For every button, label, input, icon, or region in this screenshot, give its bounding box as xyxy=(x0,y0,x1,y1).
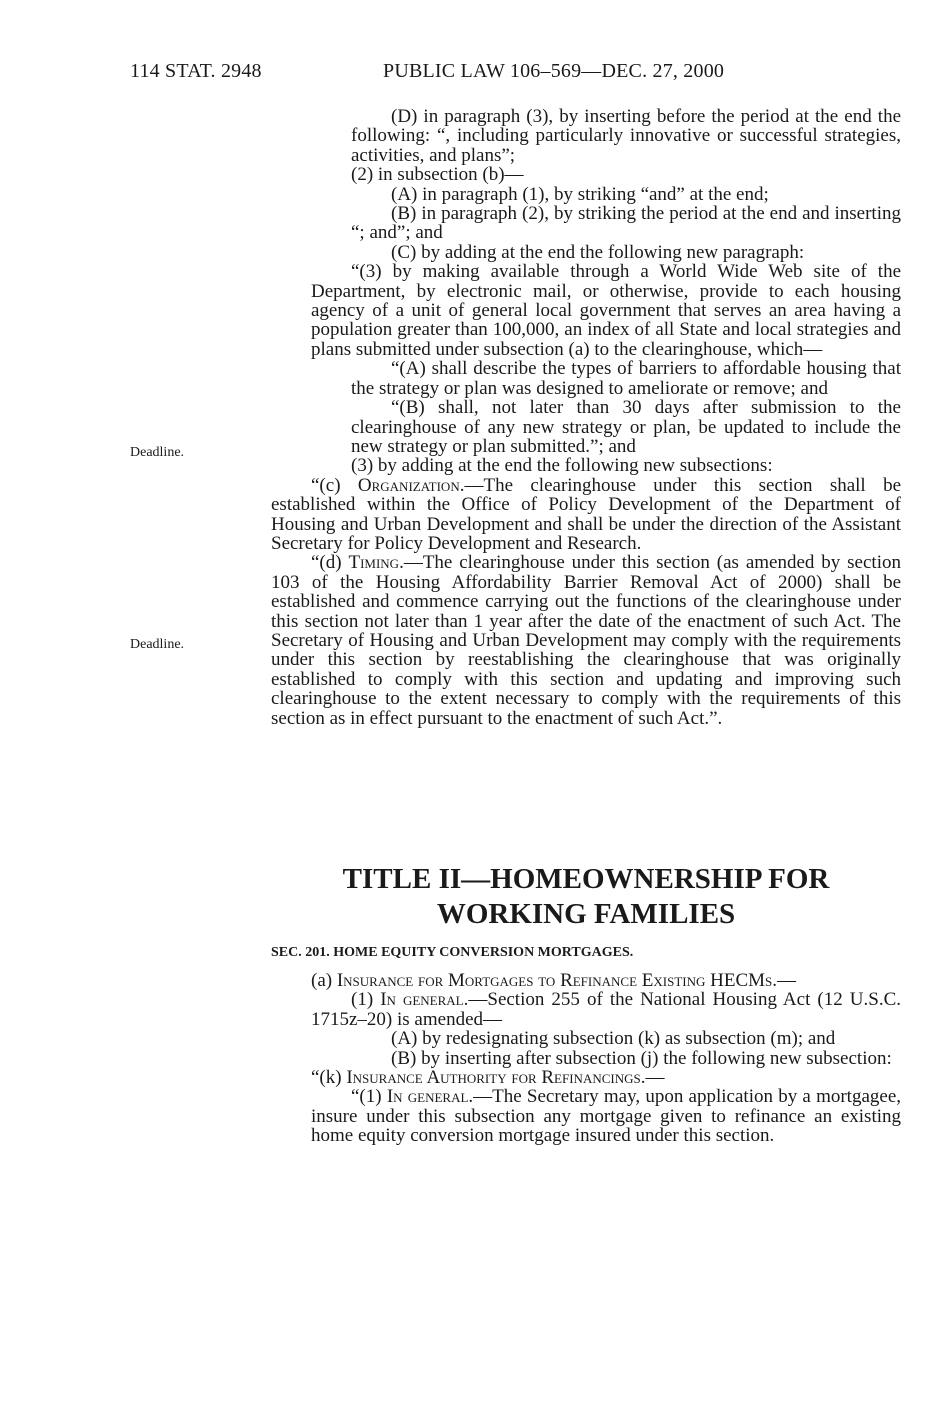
subsection-k-heading: Insurance Authority for Refinancings xyxy=(346,1067,641,1089)
title-line-1: TITLE II—HOMEOWNERSHIP FOR xyxy=(342,863,830,895)
paragraph-1b: (B) by inserting after subsection (j) the following new subsection: xyxy=(391,1047,892,1069)
paragraph-2c: (C) by adding at the end the following new paragraph: xyxy=(391,241,805,263)
page-stat-reference: 114 STAT. 2948 xyxy=(130,60,262,82)
paragraph-1-text: .—Section 255 of the National Housing Act (12 U.S.C. 1715z–20) is amended— xyxy=(311,989,901,1030)
subsection-a xyxy=(271,971,901,990)
subsection-c-text: .—The clearinghouse under this section shall be established within the Office of Policy Development of the Department of Housing and Urban Development and shall be under the direction of the Assistant Secretary for Policy Development and Research. xyxy=(271,474,901,554)
quoted-paragraph-k1 xyxy=(271,1087,901,1145)
paragraph-1-in-general xyxy=(271,990,901,1029)
quoted-subsection-k xyxy=(271,1068,901,1087)
paragraph-1-heading: In general xyxy=(380,989,464,1011)
paragraph-1a: (A) by redesignating subsection (k) as subsection (m); and xyxy=(391,1028,836,1050)
subsection-c-organization xyxy=(271,476,901,554)
subsection-a-heading: Insurance for Mortgages to Refinance Existing HECMs xyxy=(336,970,773,991)
title-heading xyxy=(271,862,901,932)
paragraph-d: (D) in paragraph (3), by inserting before the period at the end the following: “, including particularly innovative or successful strategies, activities, and plans”; xyxy=(351,106,901,166)
paragraph-2a: (A) in paragraph (1), by striking “and” at the end; xyxy=(391,183,769,205)
subsection-d-lead: “(d) xyxy=(311,552,349,574)
paragraph-k1-text: .—The Secretary may, upon application by a mortgagee, insure under this subsection any mortgage given to refinance an existing home equity conversion mortgage insured under this section. xyxy=(311,1086,902,1147)
section-heading: SEC. 201. HOME EQUITY CONVERSION MORTGAGES. xyxy=(271,945,634,960)
title-line-2: WORKING FAMILIES xyxy=(436,898,736,930)
quoted-paragraph-3: “(3) by making available through a World Wide Web site of the Department, by electronic mail, or otherwise, provide to each housing agency of a unit of general local government that serves an area having a population greater than 100,000, an index of all State and local strategies and plans submitted under subsection (a) to the clearinghouse, which— xyxy=(311,261,901,360)
margin-note-deadline: Deadline. xyxy=(130,637,185,652)
subsection-c-lead: “(c) xyxy=(311,474,358,496)
paragraph-k1-lead: “(1) xyxy=(351,1086,387,1108)
subsection-k-lead: “(k) xyxy=(311,1067,347,1089)
subsection-a-lead: (a) xyxy=(311,970,337,991)
subsection-d-text: .—The clearinghouse under this section (as amended by section 103 of the Housing Affordability Barrier Removal Act of 2000) shall be established and commence carrying out the functions of the clearinghouse under this section not later than 1 year after the date of the enactment of such Act. The Secretary of Housing and Urban Development may comply with the requirements under this section by reestablishing the clearinghouse that was originally established to comply with this section and updating and improving such clearinghouse to the extent necessary to comply with the requirements of this section as in effect pursuant to the enactment of such Act.”. xyxy=(271,552,901,729)
quoted-paragraph-3a: “(A) shall describe the types of barriers to affordable housing that the strategy or plan was designed to ameliorate or remove; and xyxy=(351,358,901,399)
subsection-c-heading: Organization xyxy=(357,474,460,496)
subsection-k-dash: .— xyxy=(640,1067,665,1089)
subsection-d-timing xyxy=(271,553,901,728)
paragraph-2: (2) in subsection (b)— xyxy=(351,164,524,186)
paragraph-k1-heading: In general xyxy=(386,1086,469,1108)
subsection-a-dash: .— xyxy=(772,970,796,991)
paragraph-3: (3) by adding at the end the following new subsections: xyxy=(351,455,773,477)
running-header: PUBLIC LAW 106–569—DEC. 27, 2000 xyxy=(383,60,725,82)
margin-note-deadline: Deadline. xyxy=(130,445,185,460)
body-text-upper xyxy=(271,107,901,728)
subsection-d-heading: Timing xyxy=(348,552,400,574)
body-text-lower xyxy=(271,971,901,1146)
paragraph-1-lead: (1) xyxy=(351,989,381,1011)
paragraph-2b: (B) in paragraph (2), by striking the period at the end and inserting “; and”; and xyxy=(351,203,901,244)
quoted-paragraph-3b: “(B) shall, not later than 30 days after submission to the clearinghouse of any new strategy or plan, be updated to include the new strategy or plan submitted.”; and xyxy=(351,397,901,457)
